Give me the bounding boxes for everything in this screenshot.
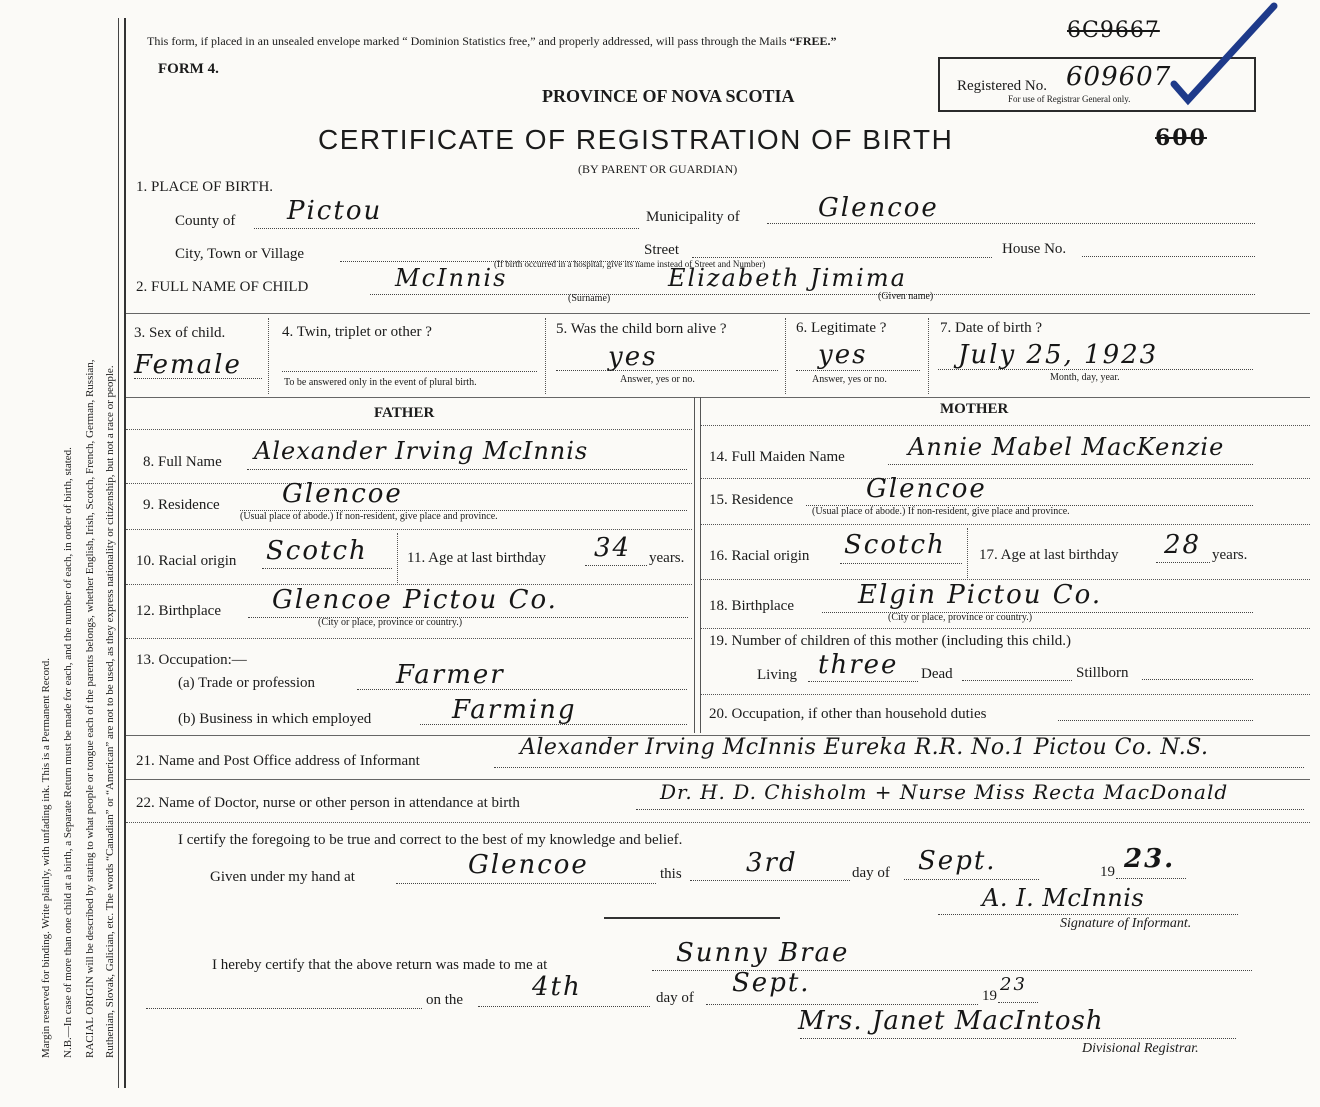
mother-residence-caption: (Usual place of abode.) If non-resident, give place and province.: [812, 506, 1070, 517]
mother-birthplace-label: 18. Birthplace: [709, 598, 794, 614]
registrar-month-value: Sept.: [732, 968, 811, 998]
cert-day-of-label: day of: [852, 865, 890, 881]
signature-line-short: [604, 917, 780, 919]
mother-name-label: 14. Full Maiden Name: [709, 449, 845, 465]
alive-caption: Answer, yes or no.: [620, 374, 695, 385]
business-label: (b) Business in which employed: [178, 711, 372, 727]
trade-label: (a) Trade or profession: [178, 675, 316, 691]
registrar-place-value: Sunny Brae: [676, 938, 850, 968]
form-number: FORM 4.: [158, 61, 219, 77]
legitimate-label: 6. Legitimate ?: [796, 320, 887, 336]
father-age-label: 11. Age at last birthday: [407, 550, 546, 566]
margin-note-binding: Margin reserved for binding. Write plainly, with unfading ink. This is a Permanent Record.: [40, 658, 52, 1058]
living-label: Living: [757, 667, 797, 683]
registered-number: 609607: [1066, 62, 1172, 92]
living-value: three: [818, 650, 899, 680]
given-at-label: Given under my hand at: [210, 869, 355, 885]
cert-year-value: 23.: [1124, 844, 1176, 874]
alive-label: 5. Was the child born alive ?: [556, 321, 727, 337]
registrar-day-of-label: day of: [656, 990, 694, 1006]
county-label: County of: [175, 213, 236, 229]
occupation-label: 13. Occupation:—: [136, 652, 247, 668]
mother-name-value: Annie Mabel MacKenzie: [908, 433, 1225, 461]
municipality-value: Glencoe: [818, 193, 939, 223]
trade-value: Farmer: [396, 660, 505, 690]
margin-note-multiple-births: N.B.—In case of more than one child at a birth, a Separate Return must be made for each, and the number of each, in order of birth, stated.: [62, 447, 74, 1058]
cert-month-value: Sept.: [918, 846, 997, 876]
place-heading: 1. PLACE OF BIRTH.: [136, 179, 274, 195]
informant-signature-caption: Signature of Informant.: [1060, 916, 1192, 931]
mother-age-value: 28: [1164, 530, 1202, 560]
father-residence-label: 9. Residence: [143, 497, 220, 513]
street-label: Street: [644, 242, 679, 258]
doctor-value: Dr. H. D. Chisholm + Nurse Miss Recta MacDonald: [660, 780, 1229, 804]
child-surname-value: McInnis: [395, 264, 508, 292]
father-name-label: 8. Full Name: [143, 454, 222, 470]
dead-label: Dead: [921, 666, 953, 682]
on-the-label: on the: [426, 992, 464, 1008]
legitimate-value: yes: [818, 340, 868, 370]
father-race-label: 10. Racial origin: [136, 553, 237, 569]
registrar-statement: I hereby certify that the above return was made to me at: [212, 957, 548, 973]
dob-label: 7. Date of birth ?: [940, 320, 1043, 336]
given-caption: (Given name): [878, 291, 934, 302]
margin-note-racial-origin-cont: Ruthenian, Slovak, Galician, etc. The words “Canadian” or “American” are not to be used, as they express nationality or citizenship, but not a race or people.: [104, 365, 116, 1058]
certification-statement: I certify the foregoing to be true and correct to the best of my knowledge and belief.: [178, 832, 683, 848]
page-subtitle: (BY PARENT OR GUARDIAN): [578, 162, 738, 176]
doctor-label: 22. Name of Doctor, nurse or other person in attendance at birth: [136, 795, 520, 811]
city-label: City, Town or Village: [175, 246, 305, 262]
father-birthplace-value: Glencoe Pictou Co.: [272, 585, 558, 615]
margin-note-racial-origin: RACIAL ORIGIN will be described by stating to what people or tongue each of the parents belongs, whether English, Irish, Scotch, French, German, Russian,: [84, 359, 96, 1058]
informant-label: 21. Name and Post Office address of Informant: [136, 753, 420, 769]
mother-occupation-label: 20. Occupation, if other than household duties: [709, 706, 987, 722]
mother-birthplace-value: Elgin Pictou Co.: [858, 580, 1103, 610]
struck-page-number: 600: [1155, 125, 1207, 151]
registered-struck-number: 6C9667: [1067, 18, 1160, 43]
province-heading: PROVINCE OF NOVA SCOTIA: [542, 86, 795, 106]
page-title: CERTIFICATE OF REGISTRATION OF BIRTH: [318, 124, 954, 155]
alive-value: yes: [608, 342, 658, 372]
mother-birthplace-caption: (City or place, province or country.): [888, 612, 1033, 623]
father-birthplace-label: 12. Birthplace: [136, 603, 221, 619]
mother-heading: MOTHER: [940, 401, 1009, 417]
twin-label: 4. Twin, triplet or other ?: [282, 324, 432, 340]
father-residence-value: Glencoe: [282, 479, 403, 509]
mother-race-value: Scotch: [844, 530, 946, 560]
mail-notice: This form, if placed in an unsealed envelope marked “ Dominion Statistics free,” and properly addressed, will pass through the Mails “FREE.”: [147, 34, 837, 48]
child-name-label: 2. FULL NAME OF CHILD: [136, 279, 309, 295]
mother-race-label: 16. Racial origin: [709, 548, 810, 564]
father-heading: FATHER: [374, 405, 435, 421]
father-residence-caption: (Usual place of abode.) If non-resident, give place and province.: [240, 511, 498, 522]
surname-caption: (Surname): [568, 293, 611, 304]
registrar-caption: Divisional Registrar.: [1082, 1041, 1199, 1056]
mother-age-label: 17. Age at last birthday: [979, 547, 1119, 563]
stillborn-label: Stillborn: [1076, 665, 1129, 681]
hospital-note: (If birth occurred in a hospital, give its name instead of Street and Number): [494, 259, 766, 269]
father-birthplace-caption: (City or place, province or country.): [318, 617, 463, 628]
mother-residence-value: Glencoe: [866, 474, 987, 504]
dob-caption: Month, day, year.: [1050, 372, 1120, 383]
municipality-label: Municipality of: [646, 209, 740, 225]
county-value: Pictou: [287, 196, 383, 226]
check-mark-icon: [1170, 0, 1280, 110]
father-age-value: 34: [594, 533, 632, 563]
informant-value: Alexander Irving McInnis Eureka R.R. No.1 Pictou Co. N.S.: [520, 735, 1209, 760]
registrar-year-prefix: 19: [982, 988, 997, 1004]
registered-label: Registered No.: [957, 78, 1047, 94]
informant-signature: A. I. McInnis: [982, 884, 1145, 912]
mother-age-unit: years.: [1212, 547, 1248, 563]
business-value: Farming: [452, 695, 577, 725]
registrar-signature: Mrs. Janet MacIntosh: [798, 1006, 1104, 1036]
given-place-value: Glencoe: [468, 850, 589, 880]
father-race-value: Scotch: [266, 536, 368, 566]
father-name-value: Alexander Irving McInnis: [254, 437, 589, 465]
registrar-only-note: For use of Registrar General only.: [1008, 94, 1131, 104]
registrar-year-value: 23: [1000, 974, 1027, 995]
child-given-value: Elizabeth Jimima: [668, 264, 907, 292]
twin-note: To be answered only in the event of plural birth.: [284, 377, 477, 388]
cert-day-value: 3rd: [746, 848, 798, 878]
father-age-unit: years.: [649, 550, 685, 566]
legitimate-caption: Answer, yes or no.: [812, 374, 887, 385]
sex-value: Female: [134, 350, 242, 380]
house-label: House No.: [1002, 241, 1067, 257]
registrar-day-value: 4th: [532, 972, 582, 1002]
mother-residence-label: 15. Residence: [709, 492, 794, 508]
cert-year-prefix: 19: [1100, 864, 1115, 880]
children-count-label: 19. Number of children of this mother (including this child.): [709, 633, 1072, 649]
dob-value: July 25, 1923: [958, 340, 1159, 370]
sex-label: 3. Sex of child.: [134, 325, 226, 341]
this-label: this: [660, 866, 682, 882]
